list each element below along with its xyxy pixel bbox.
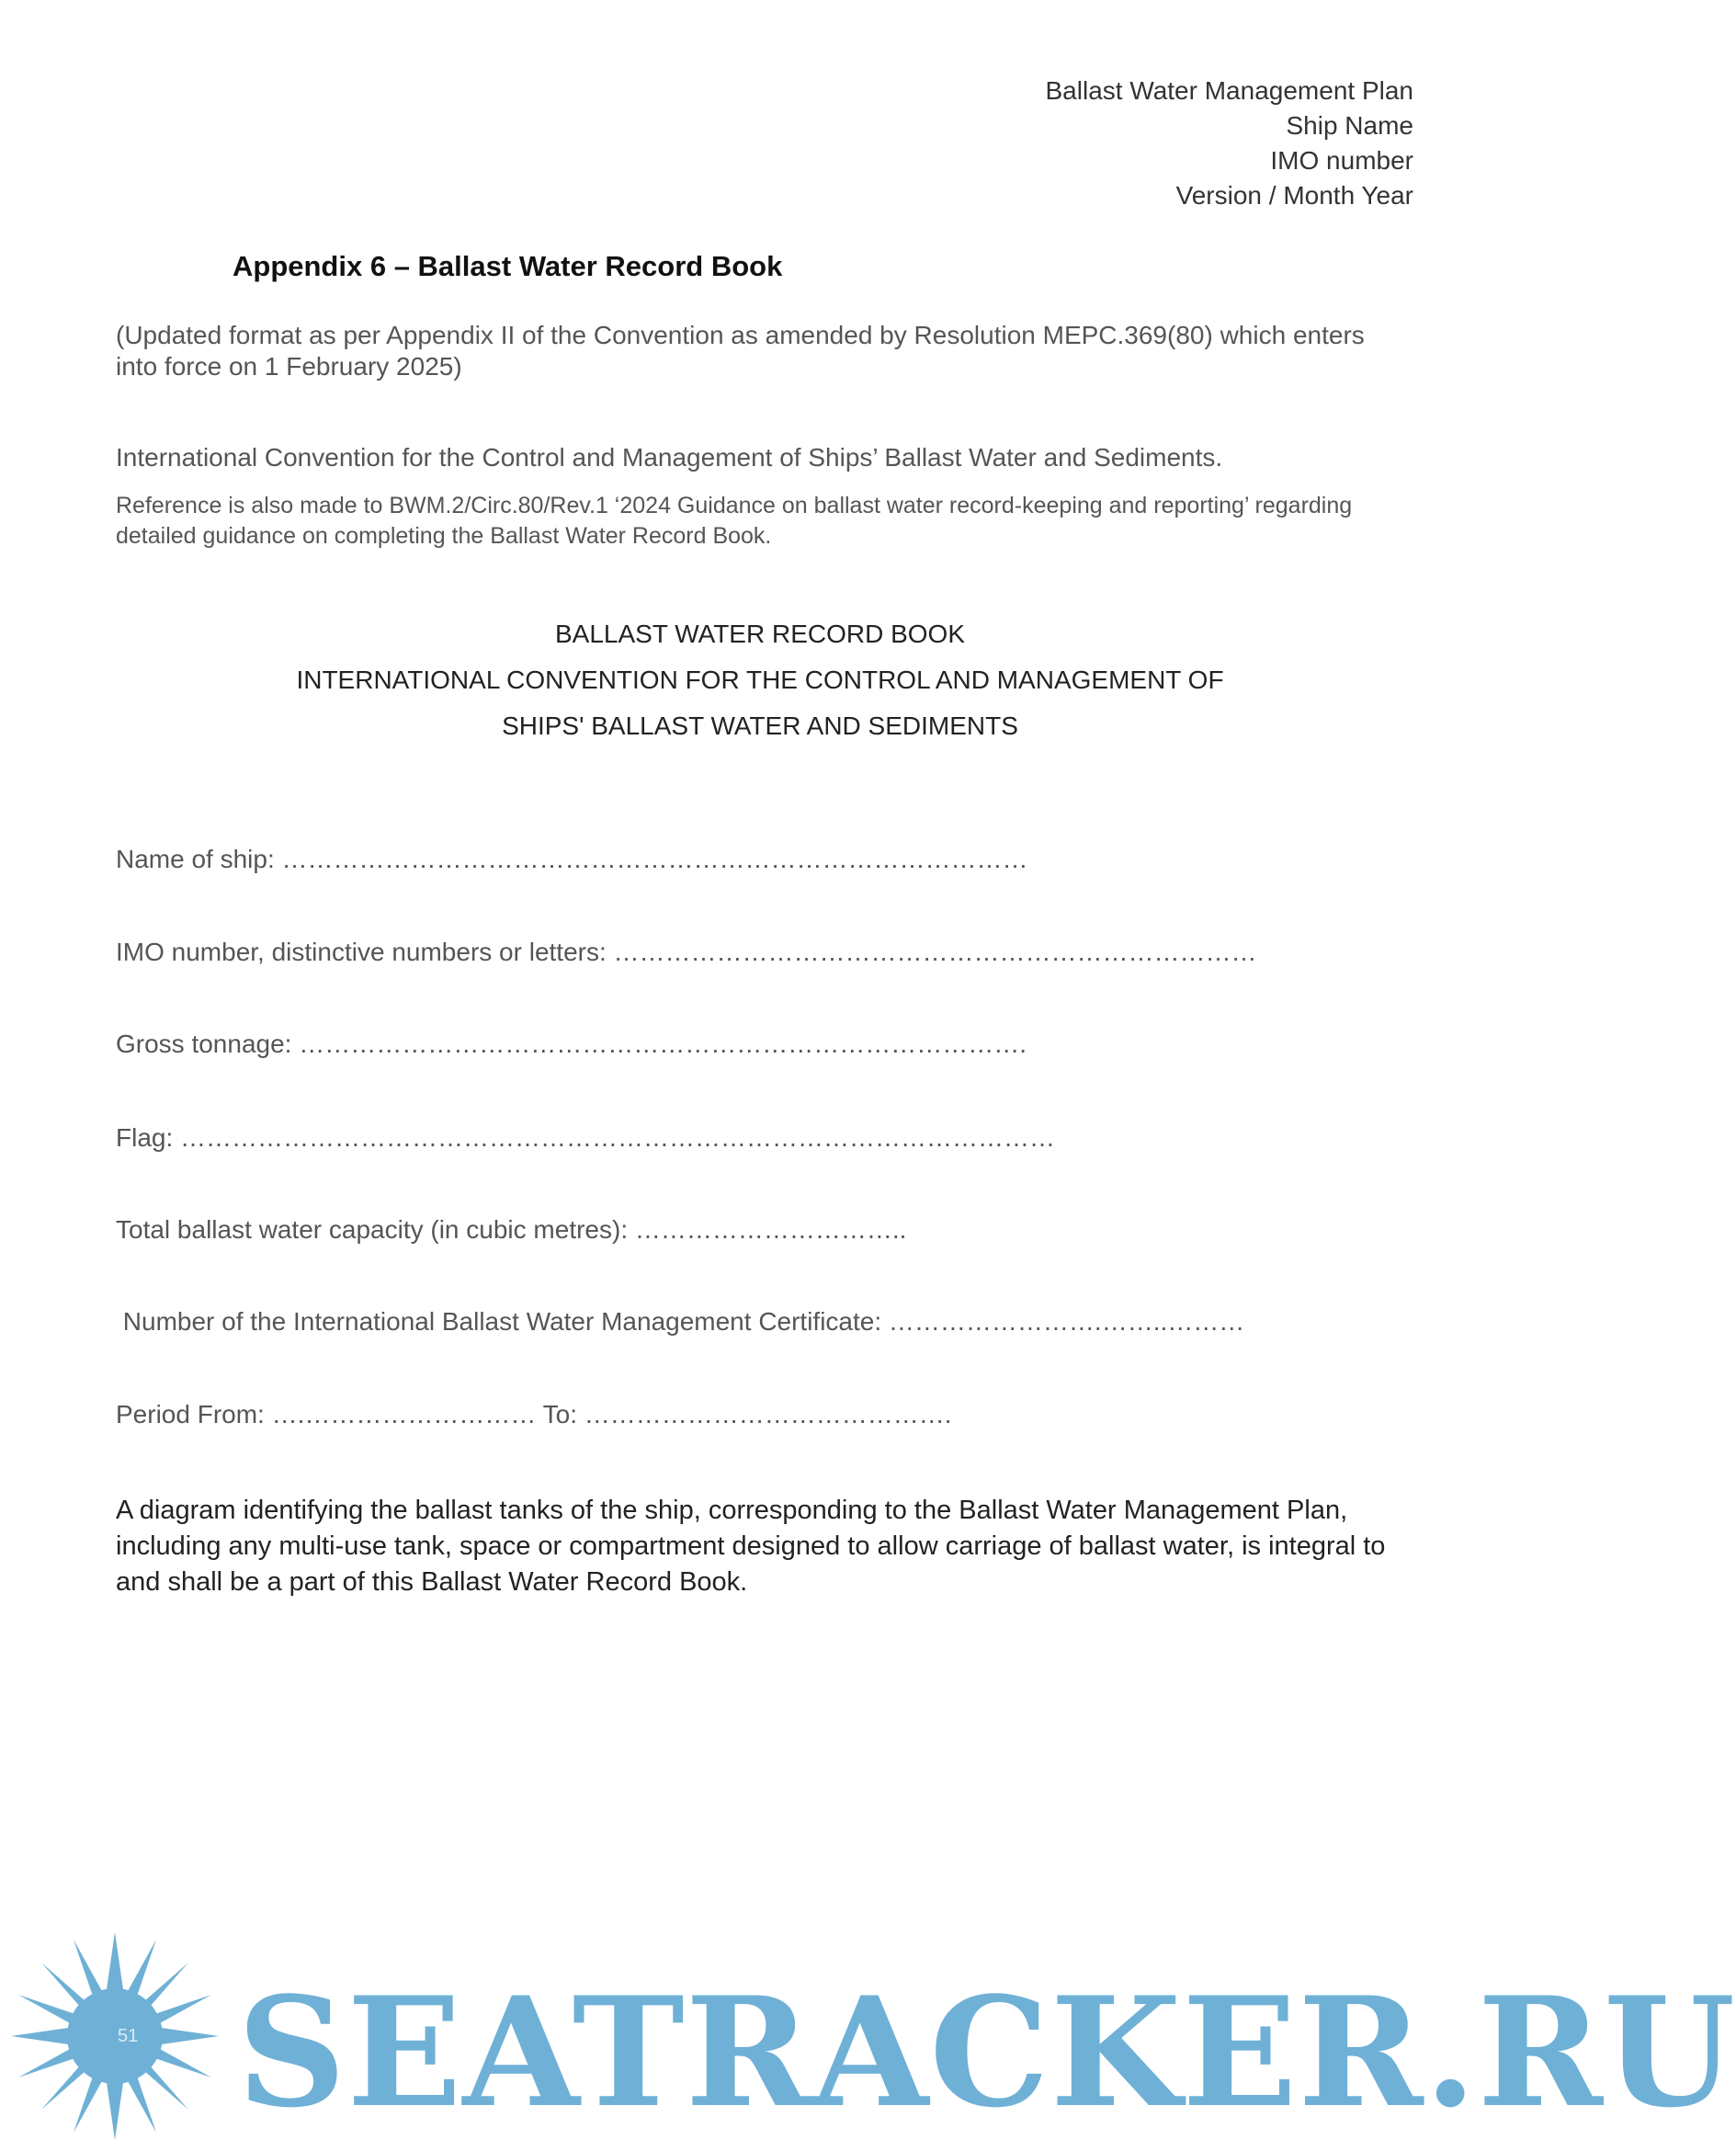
- diagram-note: A diagram identifying the ballast tanks of the ship, corresponding to the Ballast Water Management Plan, including any multi-use tank, space or compartment designed to allow carriage of ballast water, is integral to and shall be a part of this Ballast Water Record Book.: [116, 1496, 1386, 1597]
- header-plan-title: Ballast Water Management Plan: [1045, 76, 1413, 105]
- field-gross-tonnage: Gross tonnage: ………………………………………………………………………….: [116, 1030, 1027, 1058]
- header-ship-name: Ship Name: [1286, 111, 1413, 140]
- page-number: 51: [118, 2026, 139, 2046]
- record-book-heading-line2: INTERNATIONAL CONVENTION FOR THE CONTROL AND MANAGEMENT OF: [296, 666, 1224, 694]
- field-name-of-ship: Name of ship: ……………………………………………………………………………: [116, 845, 1028, 873]
- field-ballast-capacity: Total ballast water capacity (in cubic metres): …………………………..: [116, 1215, 907, 1244]
- updated-format-note: (Updated format as per Appendix II of the Convention as amended by Resolution MEPC.369(80) which enters into force on 1 February 2025): [116, 321, 1365, 381]
- watermark-text: SEATRACKER.RU: [237, 1963, 1736, 2141]
- convention-line: International Convention for the Control and Management of Ships’ Ballast Water and Sediments.: [116, 443, 1223, 472]
- record-book-heading-line3: SHIPS' BALLAST WATER AND SEDIMENTS: [502, 711, 1018, 740]
- document-header: [1046, 74, 1414, 213]
- sun-icon: [0, 1921, 230, 2151]
- record-book-heading-line1: BALLAST WATER RECORD BOOK: [554, 620, 966, 648]
- appendix-title: Appendix 6 – Ballast Water Record Book: [233, 250, 783, 282]
- header-version: Version / Month Year: [1175, 181, 1413, 210]
- field-imo-number: IMO number, distinctive numbers or letters: …………………………………………………………………: [116, 938, 1257, 966]
- field-period: Period From: ….……………………… To: …………………………………….: [116, 1400, 952, 1428]
- record-book-heading: [0, 611, 1520, 749]
- header-imo-number: IMO number: [1270, 146, 1413, 175]
- reference-note: Reference is also made to BWM.2/Circ.80/Rev.1 ‘2024 Guidance on ballast water record-keeping and reporting’ regarding detailed guidance on completing the Ballast Water Record Book.: [116, 493, 1353, 549]
- field-certificate-number: Number of the International Ballast Water Management Certificate: …………………….……..………: [116, 1307, 1245, 1336]
- field-flag: Flag: …………………………………………………………………………………………: [116, 1123, 1056, 1152]
